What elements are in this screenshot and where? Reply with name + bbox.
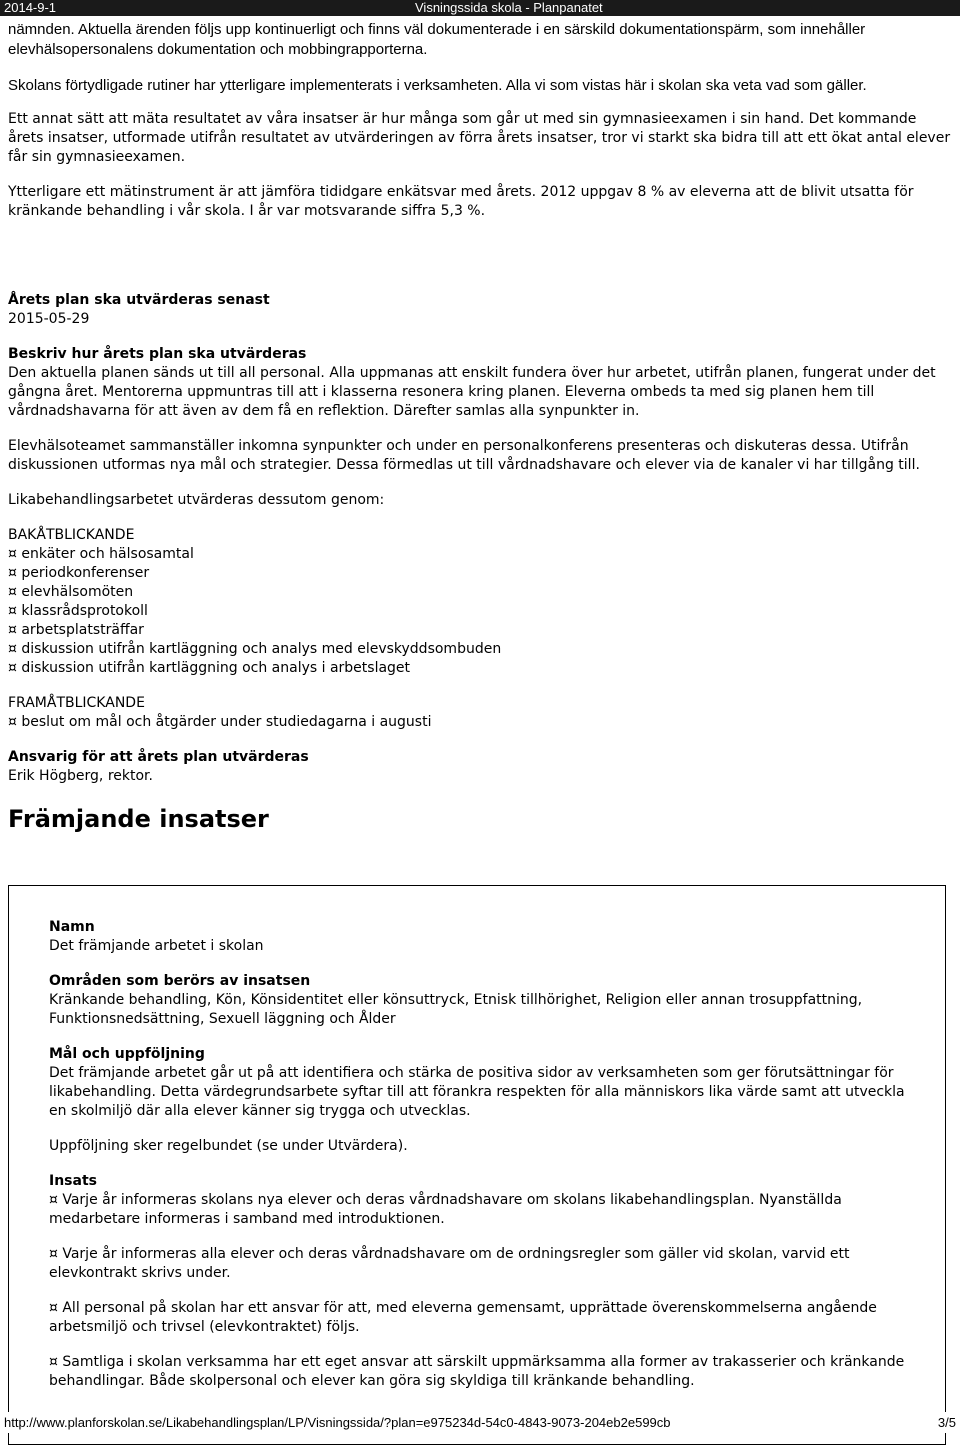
intro-paragraph-1: nämnden. Aktuella ärenden följs upp kontinuerligt och finns väl dokumenterade i en särskild dokumentationspärm, som innehåller elevhälsopersonalens dokumentation och mobbingrapporterna. — [8, 21, 866, 58]
back-item: ¤ arbetsplatsträffar — [8, 622, 144, 638]
how-paragraph-1: Den aktuella planen sänds ut till all personal. Alla uppmanas att enskilt fundera över hur arbetet, utifrån planen, fungerat under det gångna året. Mentorerna uppmuntras till att i klasserna resonera kring planen. Eleverna ombeds ta med sig planen hem till vårdnadshavarna för att även av dem få en reflektion. Därefter samlas alla synpunkter in. — [8, 365, 936, 419]
back-item: ¤ enkäter och hälsosamtal — [8, 546, 194, 562]
intro-paragraph-3: Ett annat sätt att mäta resultatet av våra insatser är hur många som går ut med sin gymnasieexamen i sin hand. Det kommande årets insatser, utformade utifrån resultatet av utvärderingen av förra årets insatser, tror vi starkt ska bidra till att ett ökat antal elever får sin gymnasieexamen. — [8, 111, 951, 165]
back-item: ¤ periodkonferenser — [8, 565, 150, 581]
followup-text: Uppföljning sker regelbundet (se under Utvärdera). — [49, 1138, 408, 1154]
promotion-box — [8, 885, 946, 1445]
back-item: ¤ klassrådsprotokoll — [8, 603, 148, 619]
how-heading: Beskriv hur årets plan ska utvärderas — [8, 346, 307, 362]
effort-item: ¤ Varje år informeras skolans nya elever och deras vårdnadshavare om skolans likabehandlingsplan. Nyanställda medarbetare informeras i samband med introduktionen. — [49, 1192, 842, 1227]
intro-paragraph-2: Skolans förtydligade rutiner har ytterligare implementerats i verksamheten. Alla vi som vistas här i skolan ska veta vad som gäller. — [8, 77, 867, 94]
responsible-heading: Ansvarig för att årets plan utvärderas — [8, 749, 309, 765]
name-value: Det främjande arbetet i skolan — [49, 938, 264, 954]
back-item: ¤ diskussion utifrån kartläggning och analys med elevskyddsombuden — [8, 641, 502, 657]
forward-title: FRAMÅTBLICKANDE — [8, 695, 145, 711]
how-paragraph-3: Likabehandlingsarbetet utvärderas dessutom genom: — [8, 492, 385, 508]
deadline-value: 2015-05-29 — [8, 311, 90, 327]
print-footer — [0, 1412, 960, 1433]
document-content — [8, 20, 952, 834]
how-paragraph-2: Elevhälsoteamet sammanställer inkomna synpunkter och under en personalkonferens presenteras och diskuteras dessa. Utifrån diskussionen utformas nya mål och strategier. Dessa förmedlas ut till vårdnadshavare och elever via de kanaler vi har tillgång till. — [8, 438, 920, 473]
areas-label: Områden som berörs av insatsen — [49, 973, 311, 989]
deadline-heading: Årets plan ska utvärderas senast — [8, 292, 270, 308]
back-item: ¤ elevhälsomöten — [8, 584, 134, 600]
goal-label: Mål och uppföljning — [49, 1046, 205, 1062]
efforts-label: Insats — [49, 1173, 97, 1189]
effort-item: ¤ All personal på skolan har ett ansvar för att, med eleverna gemensamt, upprättade överenskommelserna angående arbetsmiljö och trivsel (elevkontraktet) följs. — [49, 1300, 877, 1335]
back-item: ¤ diskussion utifrån kartläggning och analys i arbetslaget — [8, 660, 411, 676]
print-header — [0, 0, 960, 16]
areas-value: Kränkande behandling, Kön, Könsidentitet eller könsuttryck, Etnisk tillhörighet, Religion eller annan trosuppfattning, Funktionsnedsättning, Sexuell läggning och Ålder — [49, 992, 863, 1027]
promotion-content — [49, 918, 909, 1391]
goal-value: Det främjande arbetet går ut på att identifiera och stärka de positiva sidor av verksamheten som ger förutsättningar för likabehandling. Detta värdegrundsarbete syftar till att förankra respekten för alla människors lika värde samt att utveckla en skolmiljö där alla elever känner sig trygga och utvecklas. — [49, 1065, 905, 1119]
effort-item: ¤ Varje år informeras alla elever och deras vårdnadshavare om de ordningsregler som gäller vid skolan, varvid ett elevkontrakt skrivs under. — [49, 1246, 850, 1281]
back-title: BAKÅTBLICKANDE — [8, 527, 135, 543]
intro-narrow — [8, 20, 952, 96]
print-date: 2014-9-1 — [4, 0, 57, 15]
forward-item: ¤ beslut om mål och åtgärder under studiedagarna i augusti — [8, 714, 432, 730]
page-number: 3/5 — [937, 1415, 956, 1430]
section-title: Främjande insatser — [8, 805, 269, 833]
print-title: Visningssida skola - Planpanatet — [415, 0, 603, 15]
page-url: http://www.planforskolan.se/Likabehandlingsplan/LP/Visningssida/?plan=e975234d-54c0-4843-9073-204eb2e599cb — [4, 1415, 671, 1430]
responsible-value: Erik Högberg, rektor. — [8, 768, 153, 784]
name-label: Namn — [49, 919, 95, 935]
intro-paragraph-4: Ytterligare ett mätinstrument är att jämföra tididgare enkätsvar med årets. 2012 uppgav 8 % av eleverna att de blivit utsatta för kränkande behandling i vår skola. I år var motsvarande siffra 5,3 %. — [8, 184, 914, 219]
intro-body — [8, 110, 952, 834]
effort-item: ¤ Samtliga i skolan verksamma har ett eget ansvar att särskilt uppmärksamma alla former av trakasserier och kränkande behandlingar. Både skolpersonal och elever kan göra sig skyldiga till kränkande behandling. — [49, 1354, 905, 1389]
